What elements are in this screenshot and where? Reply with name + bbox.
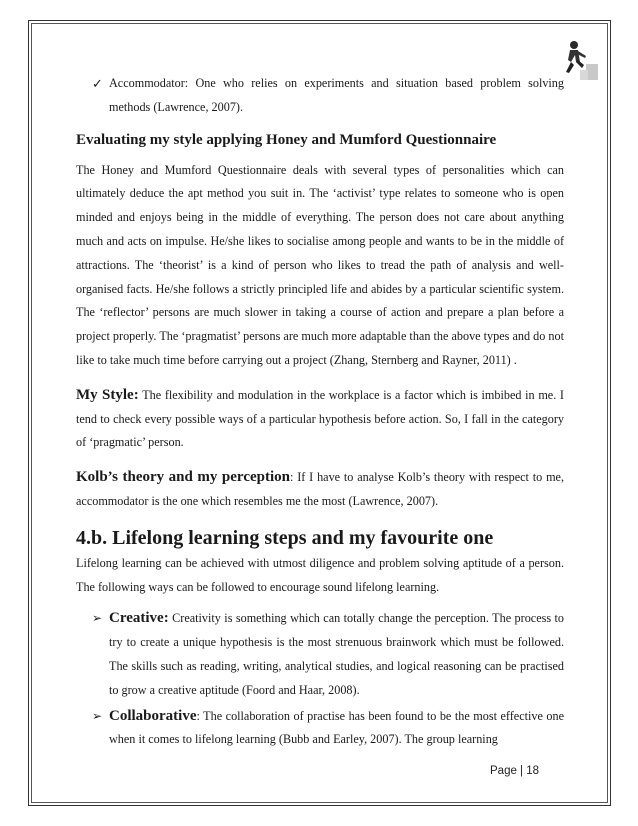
arrow-bullet-icon: ➢ [92, 708, 103, 723]
creative-label: Creative: [109, 610, 169, 627]
page-number: Page | 18 [490, 765, 540, 777]
page-content [76, 62, 564, 752]
creative-bullet [76, 607, 564, 702]
arrow-bullet-icon: ➢ [92, 611, 103, 626]
kolb-text: : If I have to analyse Kolb’s theory with respect to me, accommodator is the one which resembles me the most (Lawrence, 2007). [76, 470, 565, 508]
kolb-paragraph [76, 466, 564, 514]
collaborative-bullet [76, 705, 564, 753]
accommodator-text: Accommodator: One who relies on experiments and situation based problem solving methods (Lawrence, 2007). [109, 76, 564, 114]
my-style-label: My Style: [76, 386, 139, 403]
check-icon: ✓ [92, 76, 103, 91]
collaborative-label: Collaborative [109, 707, 197, 724]
section-title: 4.b. Lifelong learning steps and my favourite one [76, 526, 494, 549]
creative-text: Creativity is something which can totally change the perception. The process to try to create a unique hypothesis is the most strenuous brainwork which must be followed. The skills such as reading, writing, analytical studies, and logical reasoning can be practised to grow a creative aptitude (Foord and Haar, 2008). [109, 611, 565, 697]
my-style-text: The flexibility and modulation in the workplace is a factor which is imbibed in me. I tend to check every possible ways of a particular hypothesis before action. So, I fall in the category of ‘pragmatic’ person. [76, 387, 564, 450]
intro-paragraph: Lifelong learning can be achieved with utmost diligence and problem solving aptitude of a person. The following ways can be followed to encourage sound lifelong learning. [76, 555, 564, 594]
honey-paragraph: The Honey and Mumford Questionnaire deals with several types of personalities which can ultimately deduce the apt method you suit in. The ‘activist’ type relates to someone who is open minded and enjoys being in the middle of everything. The person does not care about anything much and acts on impulse. He/she likes to socialise among people and wants to be in the middle of attractions. The ‘theorist’ is a kind of person who likes to tread the path of analysis and well-organised facts. He/she follows a strictly principled life and abides by a particular scientific system. The ‘reflector’ persons are much slower in taking a course of action and prepare a plan before a project properly. The ‘pragmatist’ persons are much more adaptable than the above types and do not like to take much time before carrying out a project (Zhang, Sternberg and Rayner, 2011) . [76, 162, 564, 367]
collaborative-text: : The collaboration of practise has been found to be the most effective one when it comes to lifelong learning (Bubb and Earley, 2007). The group learning [109, 708, 564, 747]
my-style-paragraph [76, 384, 564, 455]
heading-honey-mumford: Evaluating my style applying Honey and Mumford Questionnaire [76, 131, 497, 148]
kolb-label: Kolb’s theory and my perception [76, 469, 290, 486]
accommodator-bullet [76, 72, 564, 120]
